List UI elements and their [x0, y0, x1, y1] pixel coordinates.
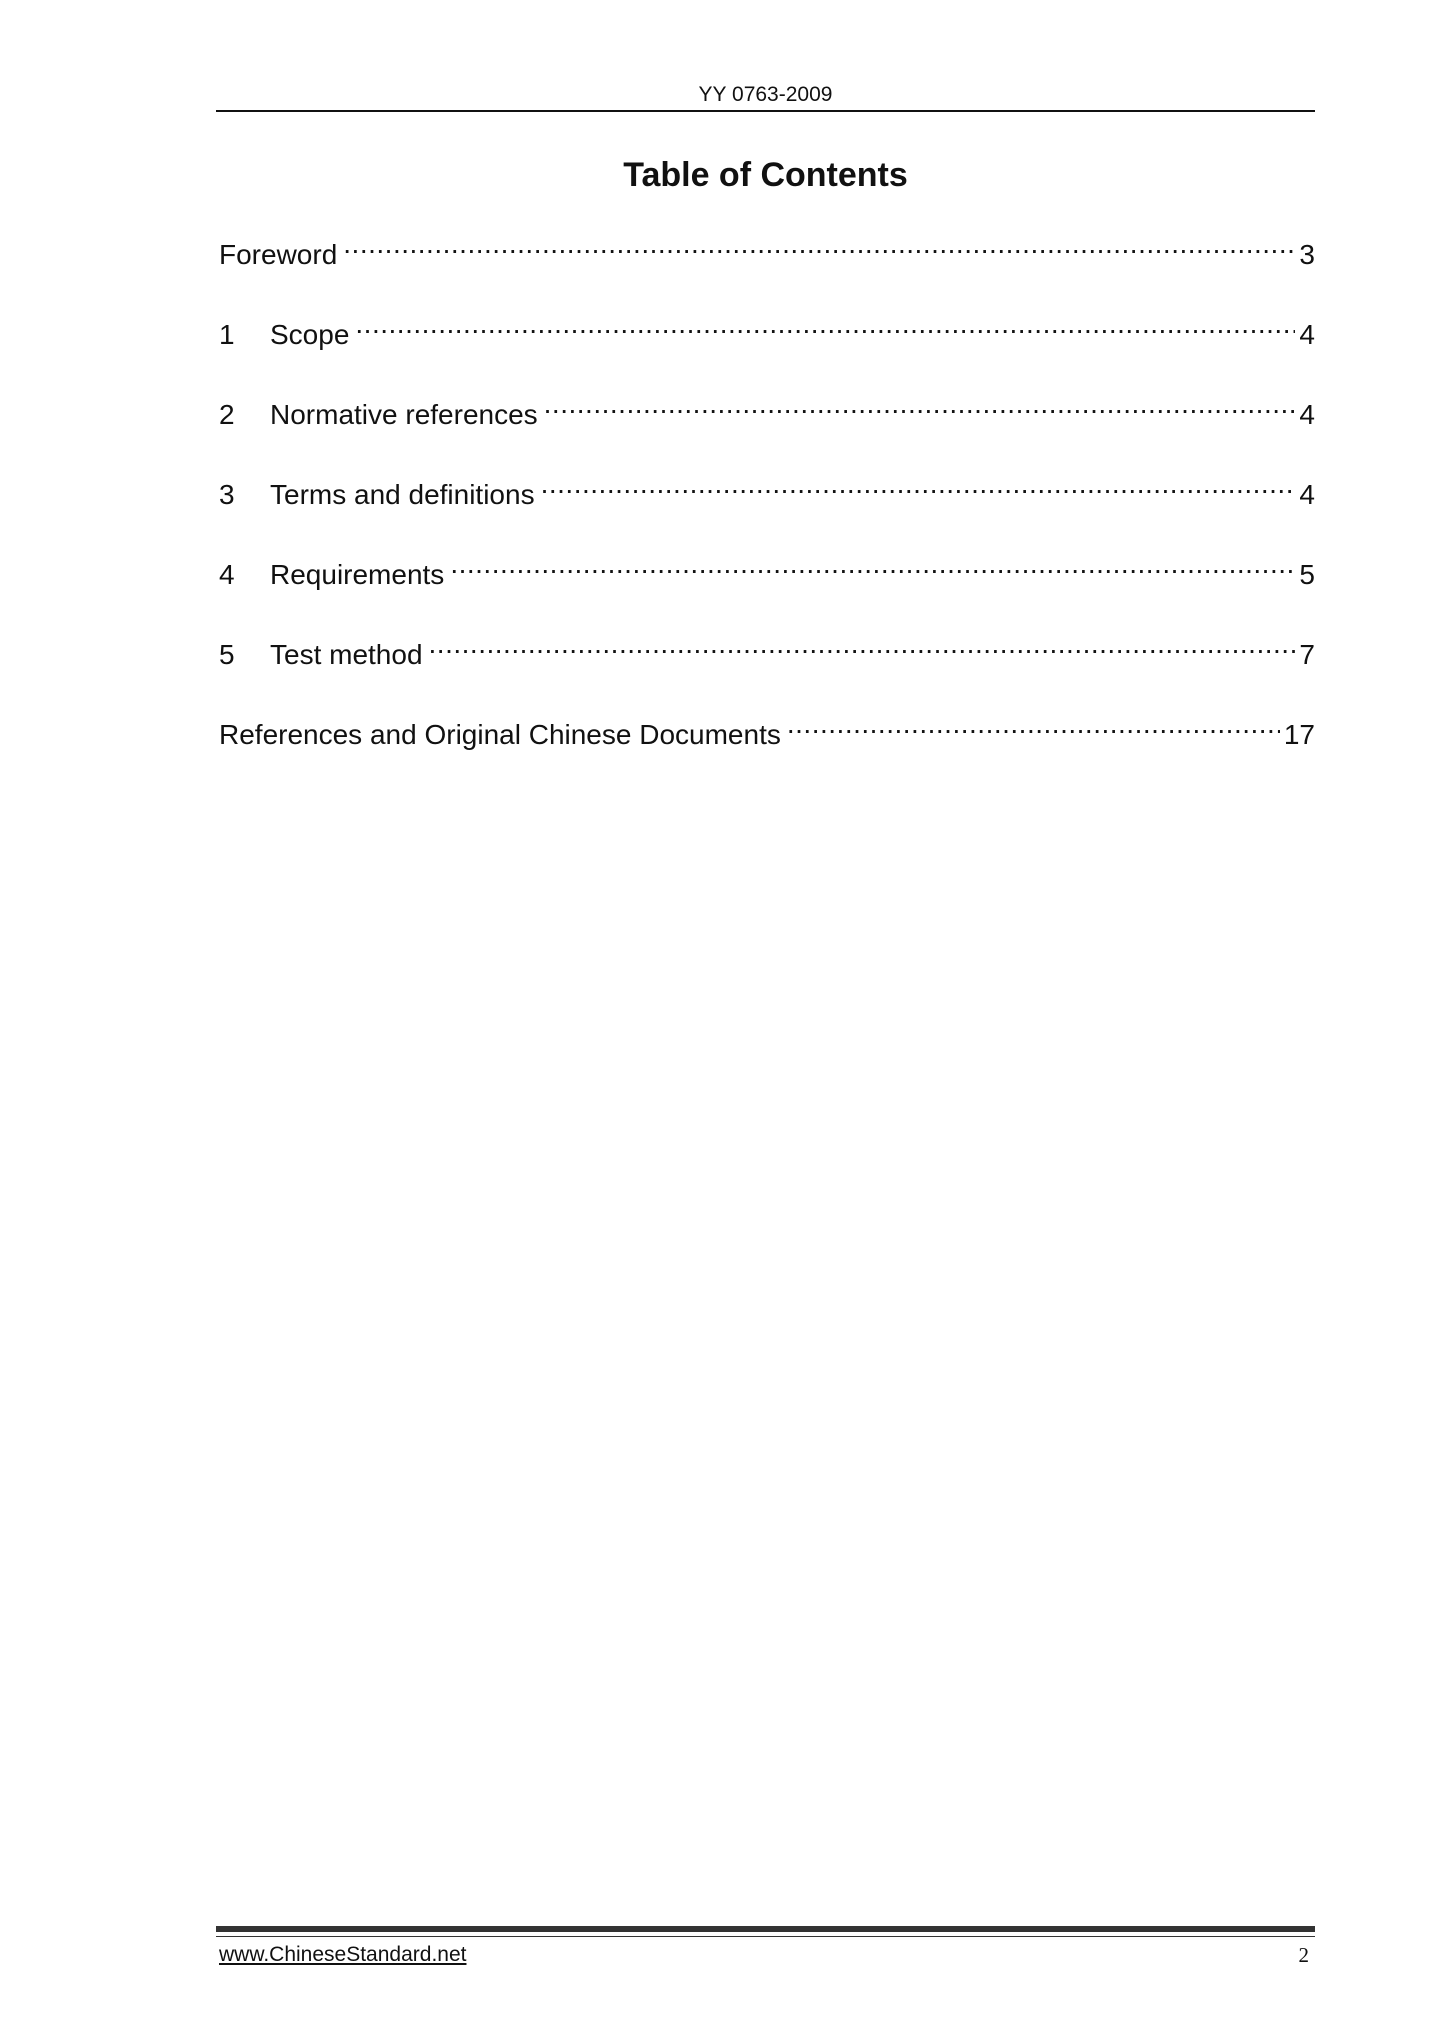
toc-entry-page: 4 — [1299, 399, 1315, 430]
toc-leader-dots — [544, 384, 1296, 424]
toc-entry-references-and-original-documents[interactable] — [219, 704, 1315, 784]
toc-entry-number: 5 — [219, 639, 235, 670]
footer-page-number: 2 — [1298, 1943, 1309, 1967]
toc-entry-normative-references[interactable] — [219, 384, 1315, 464]
toc-entry-text: References and Original Chinese Documents — [219, 719, 781, 750]
toc-leader-dots — [355, 304, 1295, 344]
toc-entry-number: 2 — [219, 399, 235, 430]
toc-leader-dots — [343, 224, 1295, 264]
toc-entry-page: 3 — [1299, 239, 1315, 270]
toc-entry-number: 3 — [219, 479, 235, 510]
toc-entry-text: Test method — [270, 639, 423, 670]
toc-leader-dots — [450, 544, 1295, 584]
toc-entry-scope[interactable] — [219, 304, 1315, 384]
toc-leader-dots — [541, 464, 1296, 504]
toc-entry-requirements[interactable] — [219, 544, 1315, 624]
toc-entry-terms-and-definitions[interactable] — [219, 464, 1315, 544]
toc-entry-text: Requirements — [270, 559, 445, 590]
toc-entry-number: 1 — [219, 319, 235, 350]
toc-entry-number: 4 — [219, 559, 235, 590]
toc-entry-page: 4 — [1299, 319, 1315, 350]
toc-leader-dots — [429, 624, 1296, 664]
toc-entry-text: Terms and definitions — [270, 479, 535, 510]
toc-entry-page: 17 — [1283, 719, 1315, 750]
toc-list — [219, 224, 1315, 784]
footer-website-link[interactable]: www.ChineseStandard.net — [219, 1943, 467, 1966]
toc-title: Table of Contents — [623, 156, 908, 194]
toc-entry-text: Scope — [270, 319, 350, 350]
toc-entry-page: 5 — [1299, 559, 1315, 590]
toc-entry-text: Normative references — [270, 399, 538, 430]
toc-entry-test-method[interactable] — [219, 624, 1315, 704]
toc-entry-page: 4 — [1299, 479, 1315, 510]
toc-leader-dots — [787, 704, 1280, 744]
toc-entry-page: 7 — [1299, 639, 1315, 670]
header-standard-code: YY 0763-2009 — [698, 83, 833, 106]
footer-divider-thin — [216, 1936, 1315, 1937]
toc-entry-text: Foreword — [219, 239, 338, 270]
header-divider — [216, 110, 1315, 112]
toc-entry-foreword[interactable] — [219, 224, 1315, 304]
footer-divider-thick — [216, 1926, 1315, 1932]
